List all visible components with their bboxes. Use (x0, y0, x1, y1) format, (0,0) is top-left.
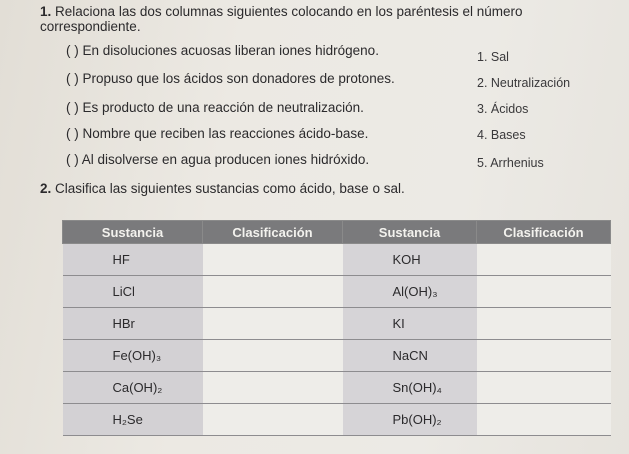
table-row (63, 372, 611, 404)
substance-cell: NaCN (343, 340, 477, 372)
header-substance-1: Sustancia (63, 221, 203, 244)
classification-answer-cell[interactable] (203, 276, 343, 308)
substance-cell: HF (63, 244, 203, 276)
classification-table (62, 220, 611, 436)
table-row (63, 244, 611, 276)
classification-answer-cell[interactable] (477, 276, 611, 308)
substance-cell: Ca(OH)₂ (63, 372, 203, 404)
table-row (63, 308, 611, 340)
match-option-1: 1. Sal (477, 50, 509, 64)
question-2-number: 2. (40, 181, 52, 196)
table-row (63, 404, 611, 436)
substance-cell: Fe(OH)₃ (63, 340, 203, 372)
question-2-instruction (40, 181, 405, 196)
classification-answer-cell[interactable] (203, 340, 343, 372)
classification-answer-cell[interactable] (477, 340, 611, 372)
substance-cell: KOH (343, 244, 477, 276)
match-item-2: ( ) Propuso que los ácidos son donadores de protones. (66, 71, 395, 86)
classification-answer-cell[interactable] (477, 308, 611, 340)
header-classification-2: Clasificación (477, 221, 611, 244)
match-item-3: ( ) Es producto de una reacción de neutralización. (66, 100, 364, 115)
classification-answer-cell[interactable] (203, 308, 343, 340)
table-header-row (63, 221, 611, 244)
substance-cell: Al(OH)₃ (343, 276, 477, 308)
question-2-text: Clasifica las siguientes sustancias como ácido, base o sal. (55, 181, 405, 196)
substance-cell: HBr (63, 308, 203, 340)
match-item-1: ( ) En disoluciones acuosas liberan iones hidrógeno. (66, 43, 379, 58)
question-1-number: 1. (40, 4, 52, 19)
match-item-5: ( ) Al disolverse en agua producen iones hidróxido. (66, 152, 370, 167)
match-option-5: 5. Arrhenius (477, 156, 544, 170)
classification-answer-cell[interactable] (477, 372, 611, 404)
match-option-2: 2. Neutralización (477, 76, 571, 90)
match-option-3: 3. Ácidos (477, 102, 529, 116)
classification-answer-cell[interactable] (477, 404, 611, 436)
header-substance-2: Sustancia (343, 221, 477, 244)
substance-cell: Pb(OH)₂ (343, 404, 477, 436)
substance-cell: KI (343, 308, 477, 340)
classification-answer-cell[interactable] (203, 404, 343, 436)
header-classification-1: Clasificación (203, 221, 343, 244)
classification-answer-cell[interactable] (203, 372, 343, 404)
match-option-4: 4. Bases (477, 128, 526, 142)
classification-answer-cell[interactable] (203, 244, 343, 276)
substance-cell: LiCl (63, 276, 203, 308)
match-item-4: ( ) Nombre que reciben las reacciones ácido-base. (66, 126, 369, 141)
question-1-instruction (40, 4, 620, 34)
substance-cell: Sn(OH)₄ (343, 372, 477, 404)
question-1-text: Relaciona las dos columnas siguientes colocando en los paréntesis el número correspondiente. (40, 4, 523, 34)
table-row (63, 340, 611, 372)
classification-answer-cell[interactable] (477, 244, 611, 276)
substance-cell: H₂Se (63, 404, 203, 436)
table-row (63, 276, 611, 308)
